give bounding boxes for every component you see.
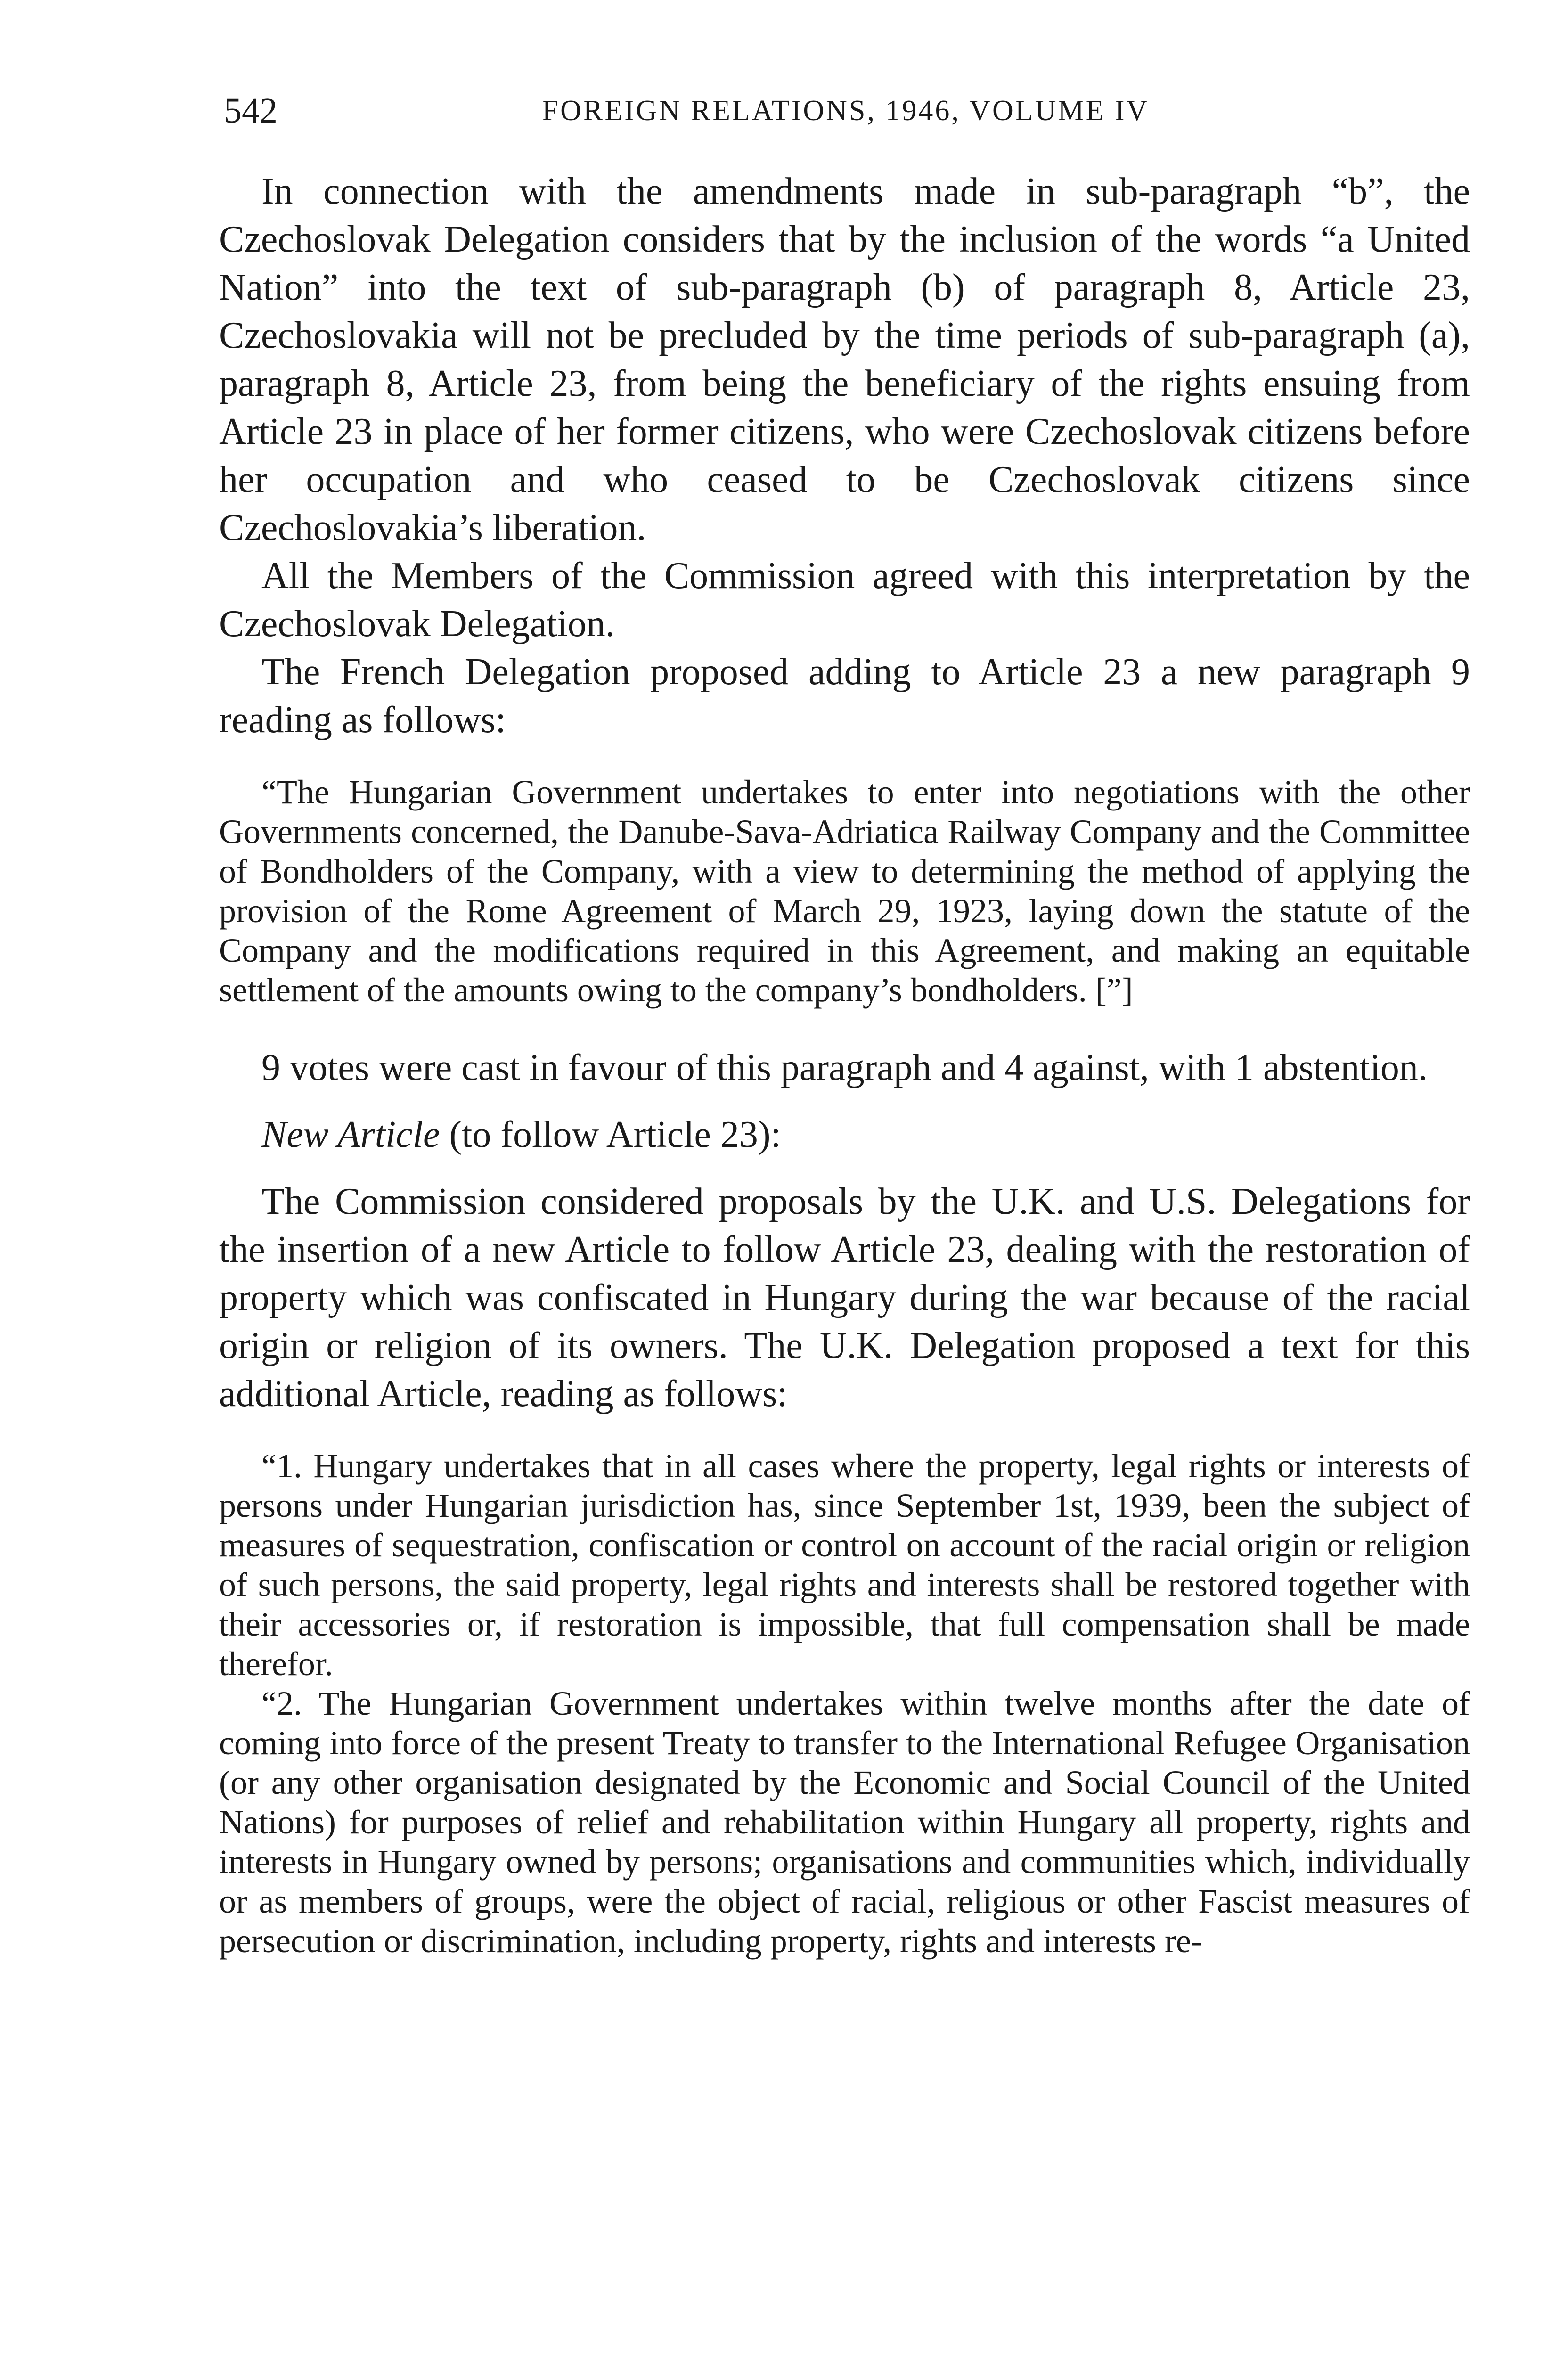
body-text [219,167,1470,1961]
paragraph-commission-proposals: The Commission considered proposals by the U.K. and U.S. Delegations for the insertion of a new Article to follow Article 23, dealing with the restoration of property which was confiscated in Hungary during the war because of the racial origin or religion of its owners. The U.K. Delegation proposed a text for this additional Article, reading as follows: [219,1181,1470,1415]
paragraph-czechoslovak-interpretation: In connection with the amendments made in sub-paragraph “b”, the Czechoslovak Delegation considers that by the inclusion of the words “a United Nation” into the text of sub-paragraph (b) of paragraph 8, Article 23, Czechoslovakia will not be precluded by the time periods of sub-paragraph (a), paragraph 8, Article 23, from being the beneficiary of the rights ensuing from Article 23 in place of her former citizens, who were Czechoslovak citizens before her occupation and who ceased to be Czechoslovak citizens since Czechoslovakia’s liberation. [219,171,1470,548]
page-header [224,87,1468,134]
quote-paragraph-9: “The Hungarian Government undertakes to enter into negotiations with the other Governments concerned, the Danube-Sava-Adriatica Railway Company and the Committee of Bondholders of the Company, with a view to determining the method of applying the provision of the Rome Agreement of March 29, 1923, laying down the statute of the Company and the modifications required in this Agreement, and making an equitable settlement of the amounts owing to the company’s bondholders. [”] [219,773,1470,1009]
page-number: 542 [224,91,278,131]
section-heading-new-article [219,1111,1470,1159]
paragraph-french-proposal: The French Delegation proposed adding to Article 23 a new paragraph 9 reading as follows: [219,651,1470,741]
running-head: FOREIGN RELATIONS, 1946, VOLUME IV [542,95,1150,127]
section-heading-rest: (to follow Article 23): [440,1114,781,1155]
section-heading-italic: New Article [261,1114,440,1155]
paragraph-vote-result: 9 votes were cast in favour of this paragraph and 4 against, with 1 abstention. [261,1047,1428,1088]
quote-article-point-1: “1. Hungary undertakes that in all cases where the property, legal rights or interests of persons under Hungarian jurisdiction has, since September 1st, 1939, been the subject of measures of sequestration, confiscation or control on account of the racial origin or religion of such persons, the said property, legal rights and interests shall be restored together with their accessories or, if restoration is impossible, that full compensation shall be made therefor. [219,1447,1470,1683]
paragraph-commission-agreement: All the Members of the Commission agreed with this interpretation by the Czechoslovak Delegation. [219,555,1470,645]
quote-article-point-2: “2. The Hungarian Government undertakes within twelve months after the date of coming into force of the present Treaty to transfer to the International Refugee Organisation (or any other organisation designated by the Economic and Social Council of the United Nations) for purposes of relief and rehabilitation within Hungary all property, rights and interests in Hungary owned by persons; organisations and communities which, individually or as members of groups, were the object of racial, religious or other Fascist measures of persecution or discrimination, including property, rights and interests re- [219,1685,1470,1960]
